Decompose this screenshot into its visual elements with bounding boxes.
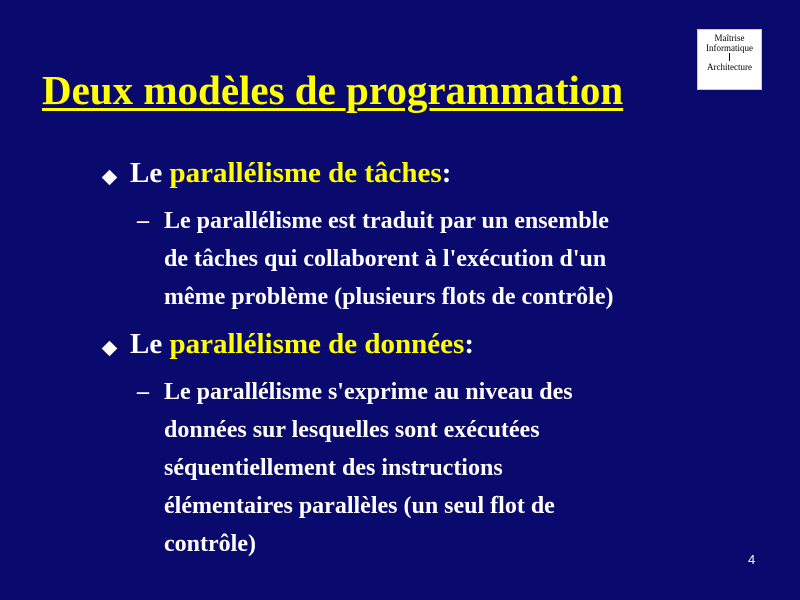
- diamond-bullet-icon: [102, 170, 118, 186]
- bullet-text: [130, 157, 451, 190]
- slide-title: Deux modèles de programmation: [42, 67, 624, 113]
- logo-line-2: Informatique: [706, 43, 753, 53]
- dash-bullet: –: [137, 208, 149, 234]
- sub-line: même problème (plusieurs flots de contrôle): [164, 284, 614, 310]
- sub-point-text: [164, 373, 573, 563]
- bullet-suffix: :: [441, 157, 452, 189]
- bullet-text: [130, 328, 474, 361]
- bullet-highlight: parallélisme de données: [169, 328, 465, 360]
- logo-line-1: Maîtrise: [714, 33, 745, 43]
- bullet-prefix: Le: [130, 328, 170, 360]
- bullet-suffix: :: [464, 328, 474, 360]
- sub-line: séquentiellement des instructions: [164, 455, 503, 481]
- sub-point-text: [164, 202, 613, 316]
- sub-line: élémentaires parallèles (un seul flot de: [164, 493, 555, 519]
- sub-line: contrôle): [164, 531, 256, 557]
- sub-line: de tâches qui collaborent à l'exécution d'un: [164, 246, 607, 272]
- logo-separator: [729, 53, 730, 61]
- logo-line-3: Architecture: [707, 62, 752, 72]
- sub-line: Le parallélisme s'exprime au niveau des: [164, 379, 573, 405]
- diamond-bullet-icon: [102, 341, 118, 357]
- sub-line: Le parallélisme est traduit par un ensemble: [164, 208, 609, 234]
- university-logo: [697, 29, 762, 90]
- sub-line: données sur lesquelles sont exécutées: [164, 417, 540, 443]
- dash-bullet: –: [137, 379, 149, 405]
- page-number: 4: [748, 552, 756, 567]
- bullet-prefix: Le: [130, 157, 170, 189]
- bullet-highlight: parallélisme de tâches: [169, 157, 442, 189]
